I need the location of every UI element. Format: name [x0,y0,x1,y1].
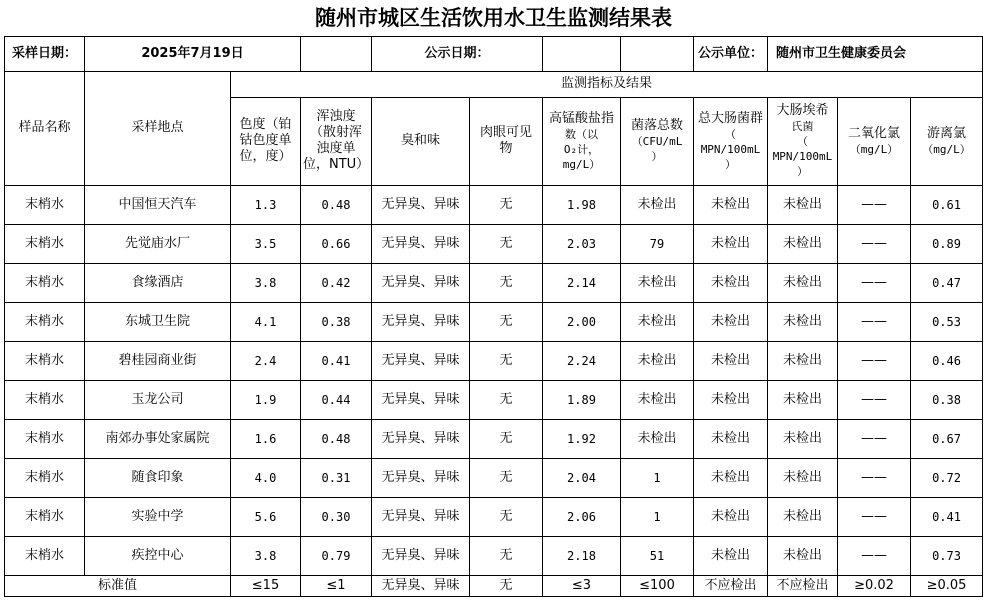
table-cell: 无 [470,224,543,263]
standard-value: 无 [470,575,543,596]
header-indicator-7 [694,97,768,185]
table-cell: 2.03 [543,224,621,263]
table-cell: 0.48 [301,185,372,224]
publisher-value: 随州市卫生健康委员会 [768,36,983,71]
header-indicator-line: ） [797,165,808,178]
page-title: 随州市城区生活饮用水卫生监测结果表 [5,0,983,36]
table-cell: 3.8 [231,263,301,302]
table-cell: 未检出 [768,380,838,419]
standard-value: ≥0.02 [838,575,911,596]
table-cell: 末梢水 [5,224,85,263]
standard-value: ≤15 [231,575,301,596]
table-row [5,419,983,458]
table-cell: 0.42 [301,263,372,302]
standard-label: 标准值 [5,575,231,596]
table-cell: 无异臭、异味 [372,263,470,302]
header-indicator-line: 总大肠菌群 [697,110,763,126]
table-cell: 未检出 [768,536,838,575]
table-cell: 未检出 [621,302,694,341]
table-cell: 1.6 [231,419,301,458]
table-cell: 2.18 [543,536,621,575]
table-cell: 无异臭、异味 [372,302,470,341]
table-cell: 未检出 [768,341,838,380]
header-indicator-line: （散射浑 [309,125,362,140]
table-row [5,458,983,497]
table-cell: —— [838,263,911,302]
table-cell: 疾控中心 [85,536,231,575]
table-cell: 1.98 [543,185,621,224]
table-cell: —— [838,380,911,419]
table-cell: 2.4 [231,341,301,380]
table-cell: 0.67 [911,419,983,458]
table-cell: 未检出 [621,341,694,380]
table-cell: 碧桂园商业街 [85,341,231,380]
header-indicator-line: （mg/L） [922,142,971,156]
table-cell: 无 [470,536,543,575]
standard-value: 无异臭、异味 [372,575,470,596]
table-cell: 未检出 [768,497,838,536]
table-cell: 末梢水 [5,497,85,536]
results-table [4,0,983,597]
publish-date-label: 公示日期： [372,36,543,71]
table-cell: 未检出 [694,536,768,575]
header-indicator-line: 浑浊度 [316,109,356,124]
table-cell: 未检出 [694,341,768,380]
table-cell: 4.0 [231,458,301,497]
table-cell: 无异臭、异味 [372,380,470,419]
table-cell: 无异臭、异味 [372,536,470,575]
table-cell: 未检出 [694,302,768,341]
table-cell: 无 [470,263,543,302]
header-indicator-line: （mg/L） [849,142,899,156]
table-cell: 未检出 [694,185,768,224]
table-cell: —— [838,302,911,341]
header-indicator-line: O₂计， [563,142,600,156]
table-cell: 随食印象 [85,458,231,497]
table-cell: 末梢水 [5,419,85,458]
standard-row [5,575,983,596]
header-indicator-line: 二氧化氯 [847,125,900,141]
table-cell: 0.30 [301,497,372,536]
table-cell: 2.06 [543,497,621,536]
table-cell: 79 [621,224,694,263]
header-location: 采样地点 [85,71,231,185]
table-row [5,302,983,341]
header-indicator-line: 肉眼可见 [479,125,532,140]
table-cell: 玉龙公司 [85,380,231,419]
header-indicator-6 [621,97,694,185]
table-cell: 末梢水 [5,458,85,497]
table-cell: 末梢水 [5,380,85,419]
table-cell: 无 [470,302,543,341]
table-cell: 南郊办事处家属院 [85,419,231,458]
header-indicator-line: 菌落总数 [630,118,683,133]
table-cell: 末梢水 [5,302,85,341]
header-indicator-2 [301,97,372,185]
standard-value: ≤100 [621,575,694,596]
table-row [5,497,983,536]
table-cell: 无 [470,419,543,458]
table-cell: 末梢水 [5,341,85,380]
header-indicator-line: 物 [499,141,513,156]
table-cell: 未检出 [694,419,768,458]
header-indicator-10 [911,97,983,185]
table-cell: 1 [621,458,694,497]
table-cell: —— [838,185,911,224]
table-cell: 无异臭、异味 [372,458,470,497]
table-cell: —— [838,419,911,458]
table-cell: 末梢水 [5,536,85,575]
table-cell: 0.89 [911,224,983,263]
header-indicator-9 [838,97,911,185]
table-cell: —— [838,341,911,380]
table-cell: 未检出 [768,419,838,458]
header-indicator-5 [543,97,621,185]
table-row [5,341,983,380]
table-cell: 51 [621,536,694,575]
table-cell: 未检出 [768,302,838,341]
table-cell: 0.79 [301,536,372,575]
table-cell: 无 [470,380,543,419]
table-cell: 0.41 [911,497,983,536]
table-cell: 实验中学 [85,497,231,536]
table-cell: —— [838,536,911,575]
header-indicator-line: MPN/100mL [772,150,833,163]
header-indicator-line: 数（以 [565,127,598,141]
table-cell: 无 [470,341,543,380]
table-cell: 未检出 [694,263,768,302]
header-indicator-1 [231,97,301,185]
header-indicator-4 [470,97,543,185]
header-indicator-line: （ [725,127,736,141]
table-cell: 末梢水 [5,263,85,302]
table-cell: 2.14 [543,263,621,302]
table-cell: 无异臭、异味 [372,224,470,263]
header-indicator-line: MPN/100mL [700,142,761,156]
header-indicator-line: 位，NTU） [303,157,370,172]
table-cell: 1.89 [543,380,621,419]
table-cell: 0.38 [911,380,983,419]
table-cell: 0.53 [911,302,983,341]
standard-value: ≤3 [543,575,621,596]
table-row [5,224,983,263]
table-row [5,185,983,224]
header-indicator-line: （CFU/mL [631,135,683,148]
header-indicator-line: ） [725,157,736,171]
table-cell: 无异臭、异味 [372,419,470,458]
table-cell: 2.00 [543,302,621,341]
table-cell: 2.24 [543,341,621,380]
table-cell: 4.1 [231,302,301,341]
table-cell: 未检出 [768,263,838,302]
table-cell: 未检出 [694,224,768,263]
table-cell: 0.48 [301,419,372,458]
table-cell: 未检出 [694,497,768,536]
table-cell: 0.31 [301,458,372,497]
sample-date-label: 采样日期： [5,36,85,71]
header-indicator-line: ） [651,150,663,163]
table-cell: 无异臭、异味 [372,497,470,536]
table-cell: 2.04 [543,458,621,497]
standard-value: ≥0.05 [911,575,983,596]
sample-date-value: 2025年7月19日 [85,36,301,71]
table-cell: 无 [470,185,543,224]
table-cell: 0.44 [301,380,372,419]
table-cell: —— [838,458,911,497]
table-cell: 先觉庙水厂 [85,224,231,263]
table-row [5,536,983,575]
table-cell: 0.72 [911,458,983,497]
header-indicator-line: 浊度单 [316,141,356,156]
header-indicator-line: 位，度） [239,149,292,164]
table-cell: 末梢水 [5,185,85,224]
standard-value: 不应检出 [694,575,768,596]
table-cell: 1.3 [231,185,301,224]
standard-value: ≤1 [301,575,372,596]
table-cell: —— [838,497,911,536]
table-cell: 未检出 [694,458,768,497]
publisher-label: 公示单位： [694,36,768,71]
table-cell: 无异臭、异味 [372,341,470,380]
table-cell: 未检出 [768,224,838,263]
table-cell: 未检出 [621,185,694,224]
table-cell: 0.41 [301,341,372,380]
table-cell: 东城卫生院 [85,302,231,341]
header-indicator-line: 钴色度单 [239,133,292,148]
header-indicator-line: mg/L） [562,157,601,171]
table-cell: 无 [470,458,543,497]
table-cell: 食缘酒店 [85,263,231,302]
table-cell: —— [838,224,911,263]
publish-date-value [543,36,621,71]
header-indicator-3 [372,97,470,185]
table-cell: 3.5 [231,224,301,263]
header-indicator-line: 氏菌 [791,120,814,133]
header-indicator-group: 监测指标及结果 [231,71,983,97]
table-cell: 1.9 [231,380,301,419]
table-cell: 中国恒天汽车 [85,185,231,224]
table-cell: 未检出 [621,263,694,302]
table-cell: 0.47 [911,263,983,302]
table-cell: 未检出 [621,419,694,458]
header-indicator-line: 大肠埃希 [776,103,829,118]
table-row [5,380,983,419]
header-indicator-8 [768,97,838,185]
header-indicator-line: 色度（铂 [239,117,292,132]
header-sample-name: 样品名称 [5,71,85,185]
table-cell: 无 [470,497,543,536]
table-cell: 未检出 [768,458,838,497]
header-indicator-line: 臭和味 [400,133,440,148]
table-cell: 0.61 [911,185,983,224]
table-cell: 0.66 [301,224,372,263]
table-cell: 1.92 [543,419,621,458]
standard-value: 不应检出 [768,575,838,596]
table-cell: 0.46 [911,341,983,380]
table-cell: 未检出 [621,380,694,419]
table-cell: 5.6 [231,497,301,536]
header-indicator-line: 游离氯 [927,125,967,141]
table-row [5,263,983,302]
table-cell: 0.38 [301,302,372,341]
header-indicator-line: 高锰酸盐指 [548,110,614,126]
header-indicator-line: （ [797,135,808,148]
table-cell: 未检出 [694,380,768,419]
table-cell: 未检出 [768,185,838,224]
table-cell: 3.8 [231,536,301,575]
table-cell: 0.73 [911,536,983,575]
info-row [5,36,983,71]
table-cell: 无异臭、异味 [372,185,470,224]
table-cell: 1 [621,497,694,536]
